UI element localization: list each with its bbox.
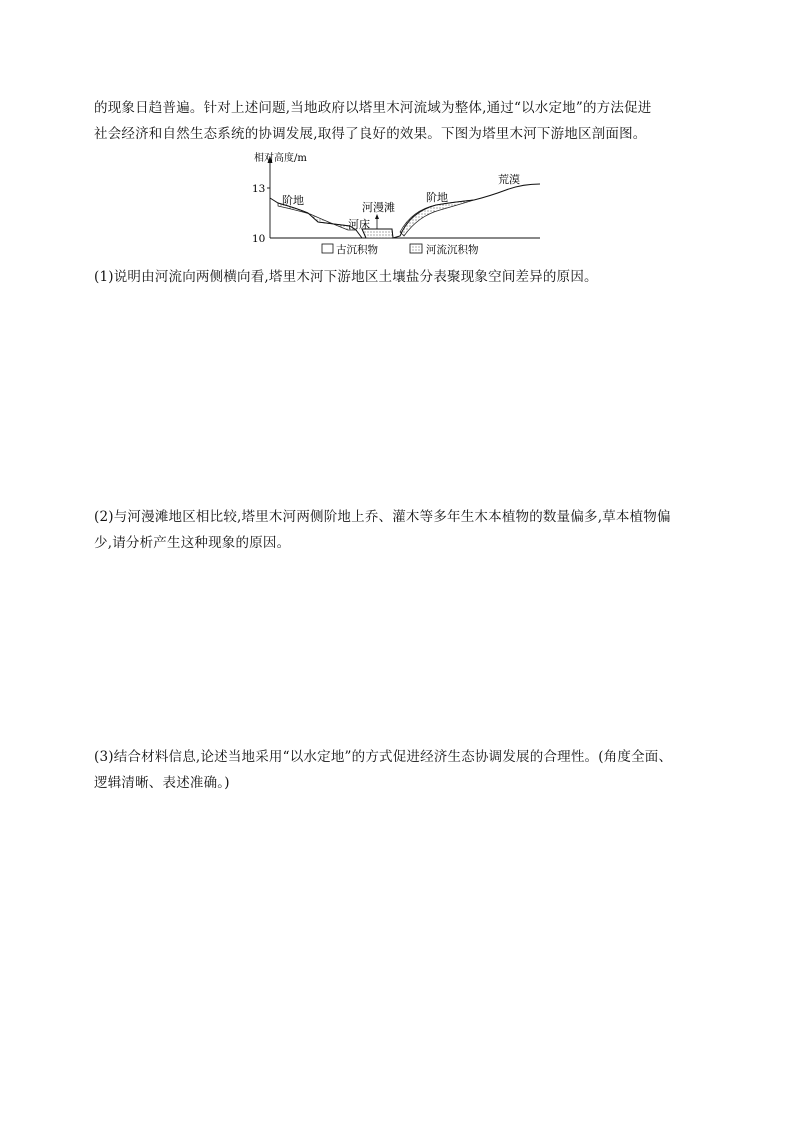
intro-line-2: 社会经济和自然生态系统的协调发展,取得了良好的效果。下图为塔里木河下游地区剖面图。 bbox=[94, 126, 647, 142]
river-sediment-right bbox=[400, 200, 474, 236]
label-desert: 荒漠 bbox=[498, 173, 520, 186]
floodplain-arrow-head bbox=[375, 214, 379, 219]
tick-label-13: 13 bbox=[252, 183, 266, 195]
legend-ancient-swatch bbox=[322, 244, 333, 253]
question-1-text: (1)说明由河流向两侧横向看,塔里木河下游地区土壤盐分表聚现象空间差异的原因。 bbox=[94, 269, 598, 285]
label-terrace-right: 阶地 bbox=[426, 191, 448, 204]
question-3-line-1: (3)结合材料信息,论述当地采用“以水定地”的方式促进经济生态协调发展的合理性。(角度全面、 bbox=[94, 749, 673, 765]
question-1 bbox=[94, 264, 706, 290]
question-2 bbox=[94, 504, 706, 556]
label-terrace-left: 阶地 bbox=[282, 194, 304, 207]
legend-ancient-label: 古沉积物 bbox=[336, 244, 378, 256]
river-cross-section-figure bbox=[250, 150, 550, 262]
legend-river-swatch bbox=[410, 244, 422, 253]
question-3 bbox=[94, 744, 706, 796]
y-axis-label: 相对高度/m bbox=[254, 153, 307, 164]
intro-line-1: 的现象日趋普遍。针对上述问题,当地政府以塔里木河流域为整体,通过“以水定地”的方法促进 bbox=[94, 100, 652, 116]
river-sediment-left bbox=[278, 203, 356, 230]
legend-river-label: 河流沉积物 bbox=[426, 244, 479, 256]
label-floodplain: 河漫滩 bbox=[362, 201, 395, 214]
question-3-line-2: 逻辑清晰、表述准确。) bbox=[94, 775, 230, 791]
tick-label-10: 10 bbox=[252, 233, 266, 245]
label-riverbed: 河床 bbox=[348, 218, 370, 231]
intro-paragraph bbox=[94, 95, 706, 147]
question-2-line-1: (2)与河漫滩地区相比较,塔里木河两侧阶地上乔、灌木等多年生木本植物的数量偏多,草本植物偏 bbox=[94, 509, 671, 525]
question-2-line-2: 少,请分析产生这种现象的原因。 bbox=[94, 535, 291, 551]
